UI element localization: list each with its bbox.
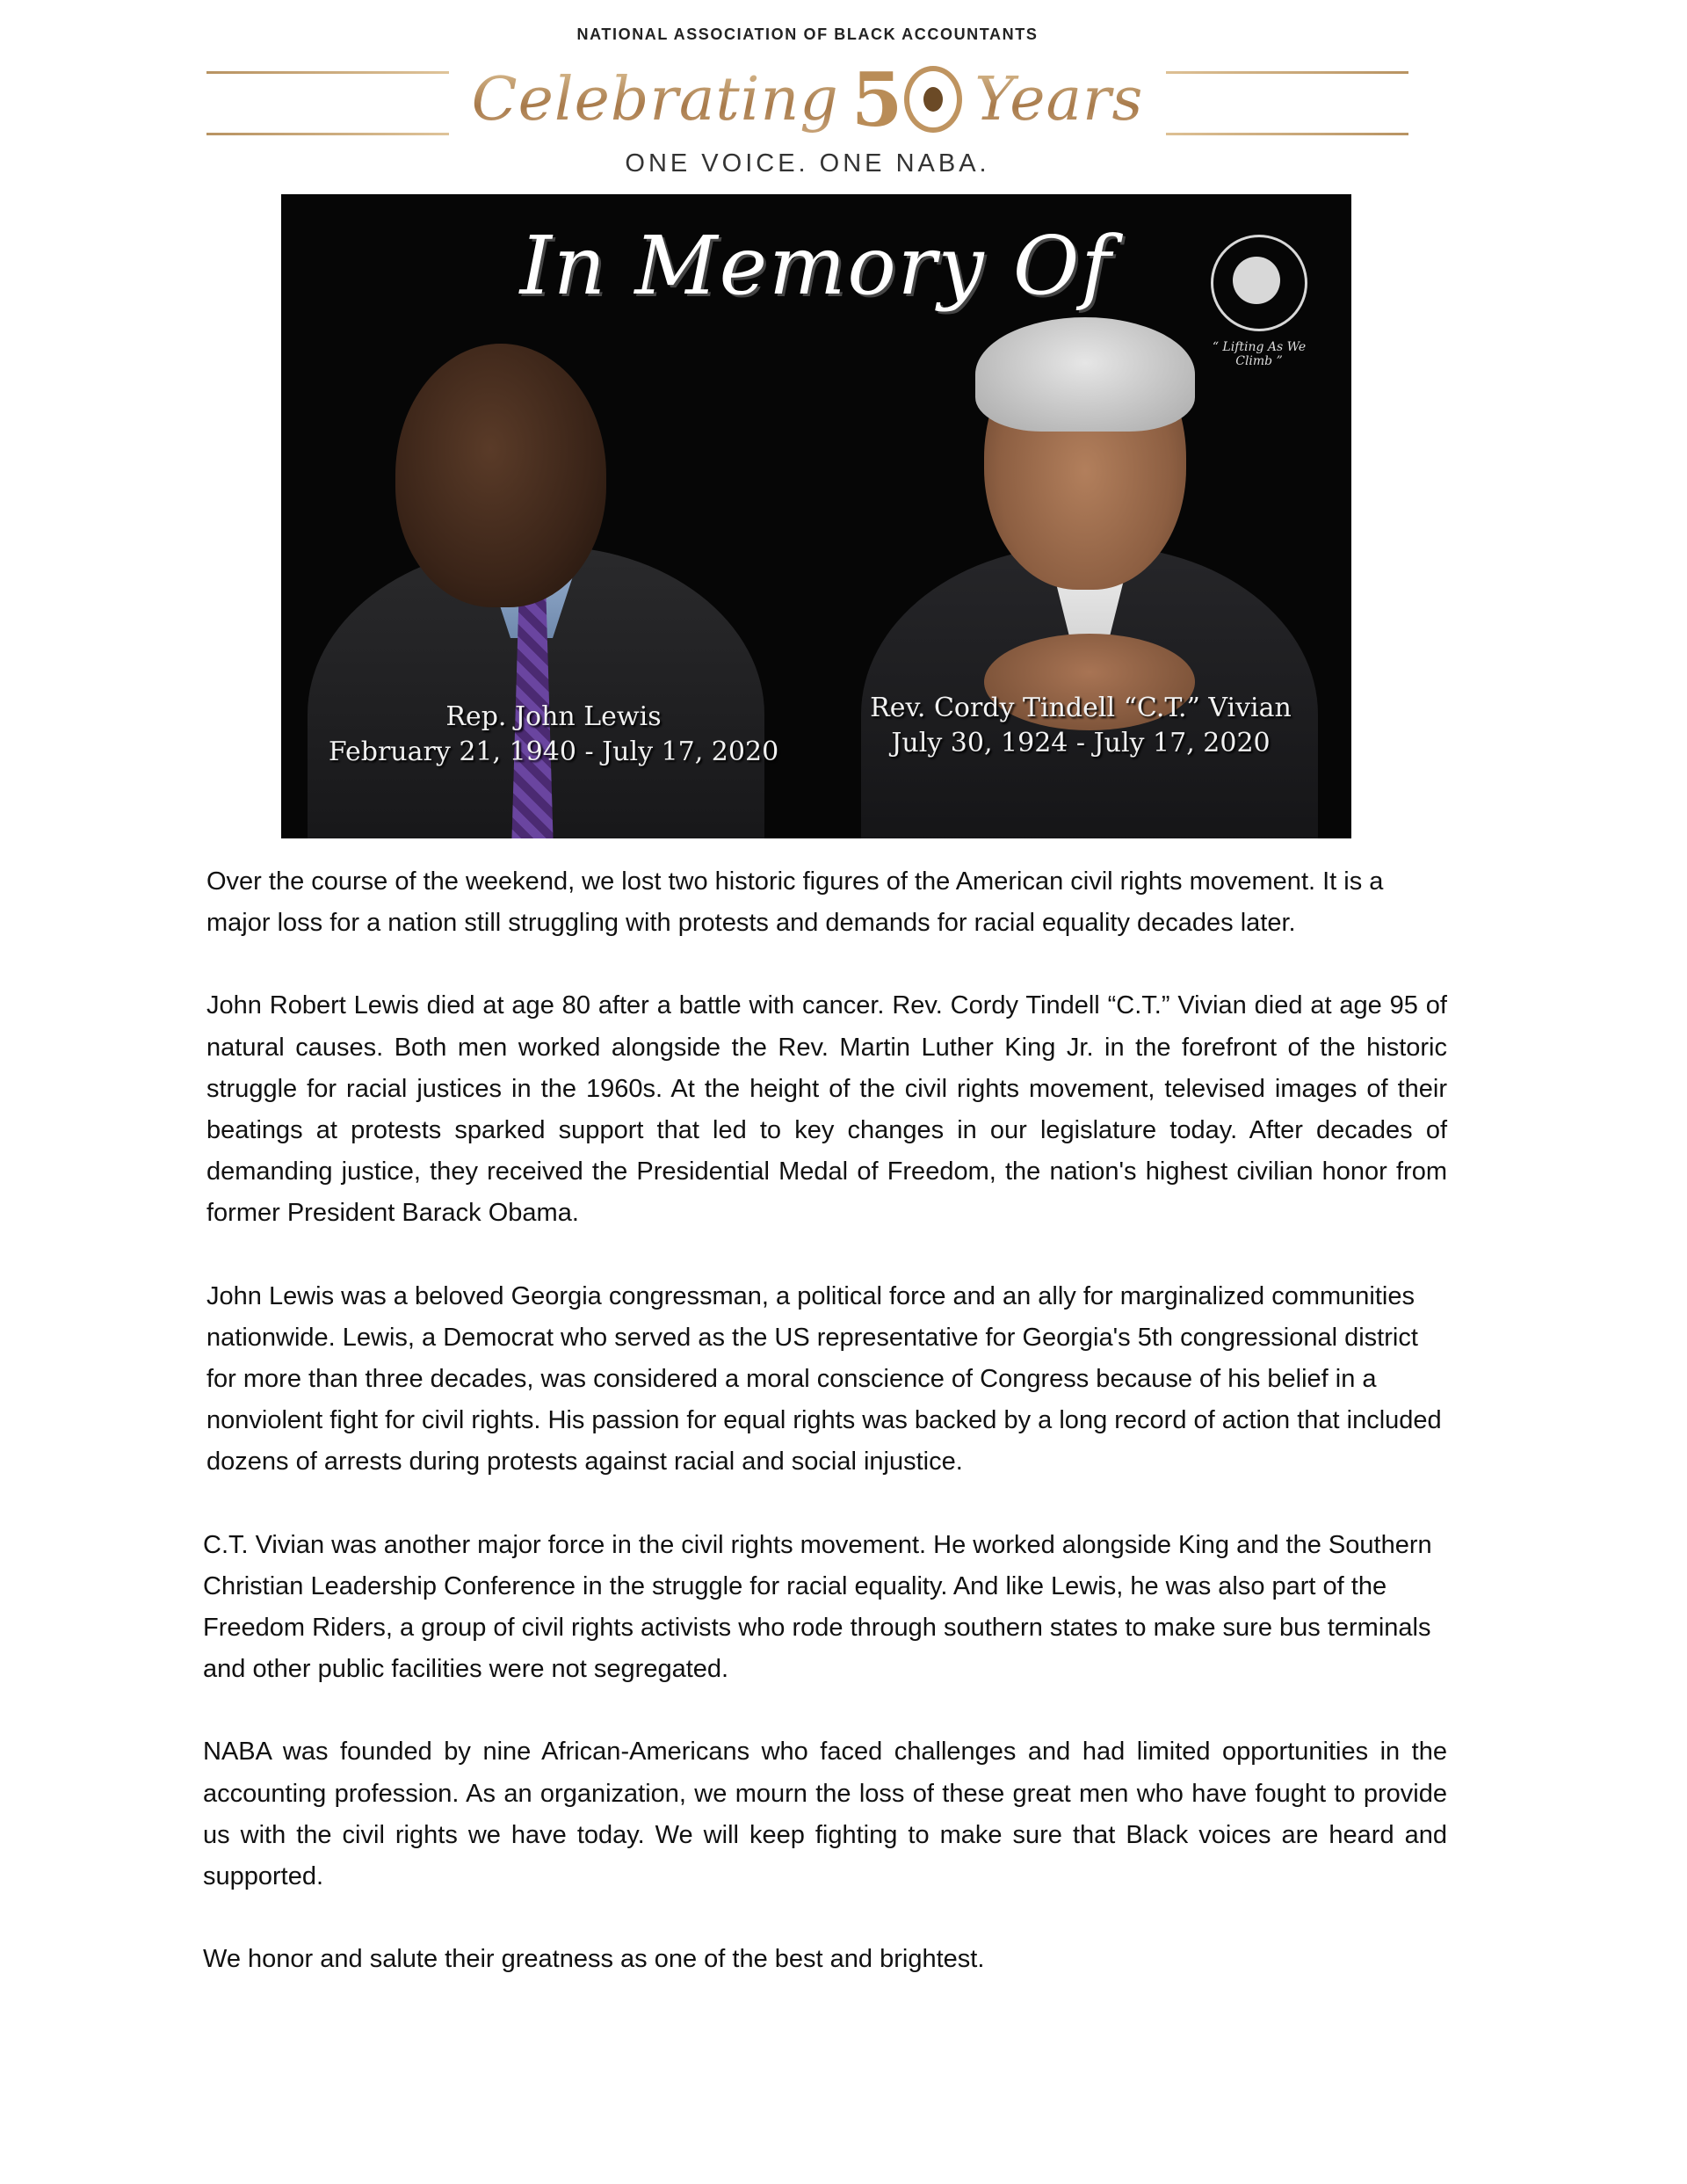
john-lewis-dates: February 21, 1940 - July 17, 2020	[328, 736, 779, 767]
memorial-image	[281, 194, 1351, 838]
memorial-title: In Memory Of	[519, 219, 1113, 313]
paragraph-naba: NABA was founded by nine African-Americans who faced challenges and had limited opportunities in the accounting profession. As an organization, we mourn the loss of these great men who have fought to provide us with the civil rights we have today. We will keep fighting to make sure that Black voices are heard and supported.	[203, 1738, 1447, 1891]
john-lewis-name: Rep. John Lewis	[445, 701, 662, 732]
article-body	[203, 861, 1447, 2021]
org-name: NATIONAL ASSOCIATION OF BLACK ACCOUNTANTS	[576, 25, 1039, 43]
anniversary-logo	[206, 51, 1408, 148]
tagline: ONE VOICE. ONE NABA.	[625, 149, 990, 178]
paragraph-closing: We honor and salute their greatness as one of the best and brightest.	[203, 1945, 985, 1974]
paragraph-john-lewis: John Lewis was a beloved Georgia congressman, a political force and an ally for marginalized communities nationwide. Lewis, a Democrat who served as the US representative for Georgia's 5th congressional district for more than three decades, was considered a moral conscience of Congress because of his belief in a nonviolent fight for civil rights. His passion for equal rights was backed by a long record of action that included dozens of arrests during protests against racial and social injustice.	[206, 1281, 1442, 1477]
john-lewis-caption	[299, 700, 808, 770]
seal-motto: “ Lifting As We Climb ”	[1212, 340, 1307, 368]
years-word: Years	[974, 64, 1144, 134]
fifty-emblem	[851, 56, 962, 143]
paragraph-ct-vivian: C.T. Vivian was another major force in the civil rights movement. He worked alongside King and the Southern Christian Leadership Conference in the struggle for racial equality. And like Lewis, he was also part of the Freedom Riders, a group of civil rights activists who rode through southern states to make sure bus terminals and other public facilities were not segregated.	[203, 1530, 1432, 1684]
naba-seal	[1193, 235, 1325, 368]
paragraph-intro: Over the course of the weekend, we lost two historic figures of the American civil rights movement. It is a major loss for a nation still struggling with protests and demands for racial equality decades later.	[206, 867, 1384, 938]
africa-globe-icon	[904, 66, 962, 133]
ct-vivian-name: Rev. Cordy Tindell “C.T.” Vivian	[870, 693, 1292, 723]
ct-vivian-caption	[835, 691, 1327, 761]
newsletter-header	[206, 0, 1408, 180]
fifty-digit: 5	[851, 55, 903, 143]
paragraph-both-men: John Robert Lewis died at age 80 after a battle with cancer. Rev. Cordy Tindell “C.T.” Vivian died at age 95 of natural causes. Both men worked alongside the Rev. Martin Luther King Jr. in the forefront of the historic struggle for racial justices in the 1960s. At the height of the civil rights movement, televised images of their beatings at protests sparked support that led to key changes in our legislature today. After decades of demanding justice, they received the Presidential Medal of Freedom, the nation's highest civilian honor from former President Barack Obama.	[206, 991, 1447, 1228]
celebrating-word: Celebrating	[471, 64, 839, 134]
handshake-seal-icon	[1211, 235, 1307, 331]
ct-vivian-dates: July 30, 1924 - July 17, 2020	[891, 728, 1271, 758]
